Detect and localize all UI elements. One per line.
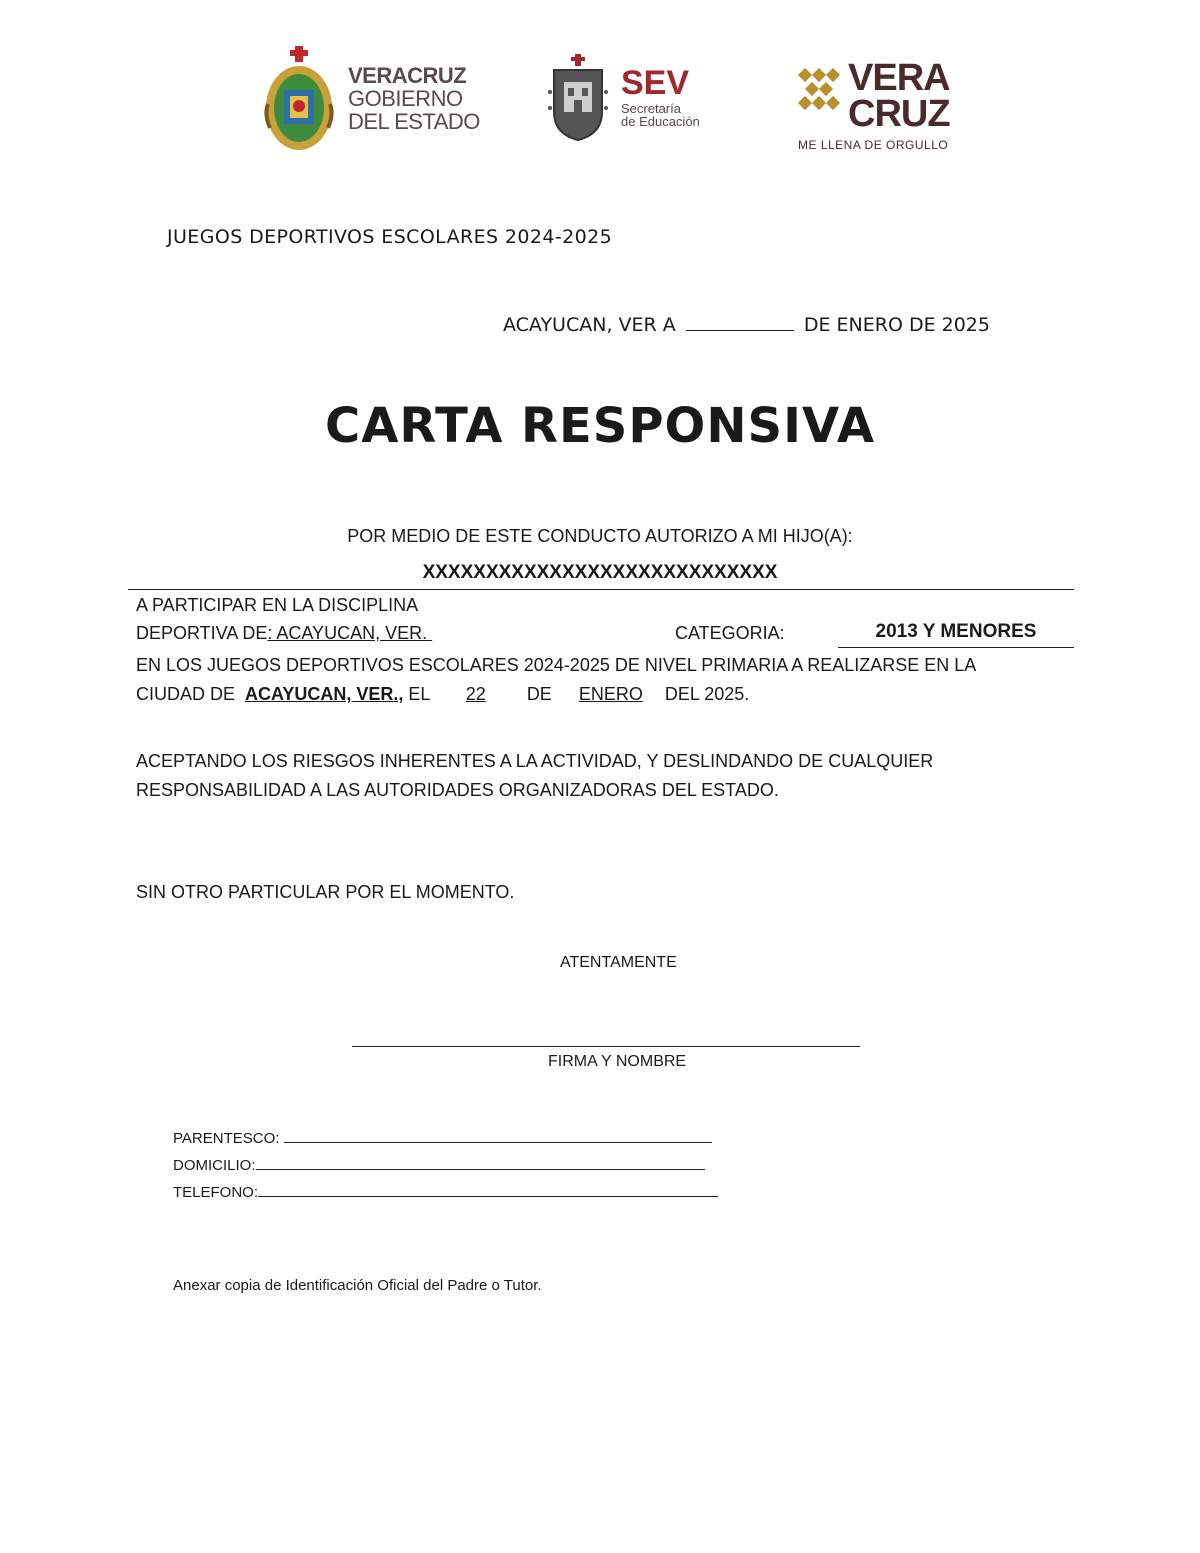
body-line-3: EN LOS JUEGOS DEPORTIVOS ESCOLARES 2024-2025 DE NIVEL PRIMARIA A REALIZARSE EN LA <box>136 655 977 675</box>
closing-text: SIN OTRO PARTICULAR POR EL MOMENTO. <box>136 882 515 902</box>
veracruz-logo-line2: CRUZ <box>848 93 950 136</box>
firma-label: FIRMA Y NOMBRE <box>548 1053 687 1070</box>
sev-logo-line1: SEV <box>621 64 690 102</box>
date-line <box>503 312 990 336</box>
date-day-blank <box>686 312 794 331</box>
body-line-2 <box>136 623 511 644</box>
risk-line-1: ACEPTANDO LOS RIESGOS INHERENTES A LA ACTIVIDAD, Y DESLINDANDO DE CUALQUIER <box>136 751 934 771</box>
sev-logo-line2: Secretaría <box>621 100 681 116</box>
body-line-1: A PARTICIPAR EN LA DISCIPLINA <box>136 595 419 615</box>
veracruz-logo-tagline: ME LLENA DE ORGULLO <box>798 138 949 152</box>
category-value: 2013 Y MENORES <box>875 621 1037 642</box>
body-line-4 <box>136 684 749 705</box>
date-suffix: DE ENERO DE 2025 <box>803 314 990 336</box>
risk-line-2: RESPONSABILIDAD A LAS AUTORIDADES ORGANIZADORAS DEL ESTADO. <box>136 780 779 800</box>
gobierno-logo-line3: DEL ESTADO <box>348 109 480 135</box>
sev-logo-line3: de Educación <box>621 114 700 130</box>
parentesco-label: PARENTESCO: <box>173 1130 280 1147</box>
city-prefix: CIUDAD DE <box>136 684 236 704</box>
category-rule <box>838 647 1074 648</box>
gobierno-logo-line1: VERACRUZ <box>348 63 467 88</box>
domicilio-field <box>173 1155 705 1174</box>
city-value: ACAYUCAN, VER., <box>245 684 404 704</box>
veracruz-logo-line1: VERA <box>848 57 950 99</box>
veracruz-pattern-icon <box>796 66 842 120</box>
telefono-label: TELEFONO: <box>173 1184 259 1201</box>
signature-line <box>352 1046 860 1047</box>
child-name: XXXXXXXXXXXXXXXXXXXXXXXXXXXX <box>422 562 778 583</box>
veracruz-coat-of-arms-icon <box>262 44 336 152</box>
gobierno-logo-line2: GOBIERNO <box>348 86 463 112</box>
month-value: ENERO <box>578 684 643 704</box>
day-value: 22 <box>465 684 486 704</box>
discipline-value: : ACAYUCAN, VER. <box>267 623 428 643</box>
child-name-rule <box>128 589 1074 590</box>
de-label: DE <box>526 684 552 704</box>
parentesco-blank <box>284 1128 712 1143</box>
domicilio-blank <box>256 1155 705 1170</box>
category-label: CATEGORIA: <box>675 623 785 643</box>
discipline-blank <box>427 623 511 644</box>
line4-suffix: DEL 2025. <box>664 684 750 704</box>
telefono-field <box>173 1182 718 1201</box>
el-label: EL <box>408 684 430 704</box>
annex-note: Anexar copia de Identificación Oficial del Padre o Tutor. <box>173 1277 542 1294</box>
domicilio-label: DOMICILIO: <box>173 1157 256 1174</box>
atentamente-label: ATENTAMENTE <box>560 954 677 971</box>
discipline-prefix: DEPORTIVA DE <box>136 623 268 643</box>
date-prefix: ACAYUCAN, VER A <box>503 314 676 336</box>
event-title: JUEGOS DEPORTIVOS ESCOLARES 2024-2025 <box>167 226 613 248</box>
page-title: CARTA RESPONSIVA <box>325 398 875 454</box>
telefono-blank <box>258 1182 718 1197</box>
sev-shield-icon <box>546 52 610 144</box>
intro-text: POR MEDIO DE ESTE CONDUCTO AUTORIZO A MI HIJO(A): <box>347 526 853 546</box>
parentesco-field <box>173 1128 712 1147</box>
